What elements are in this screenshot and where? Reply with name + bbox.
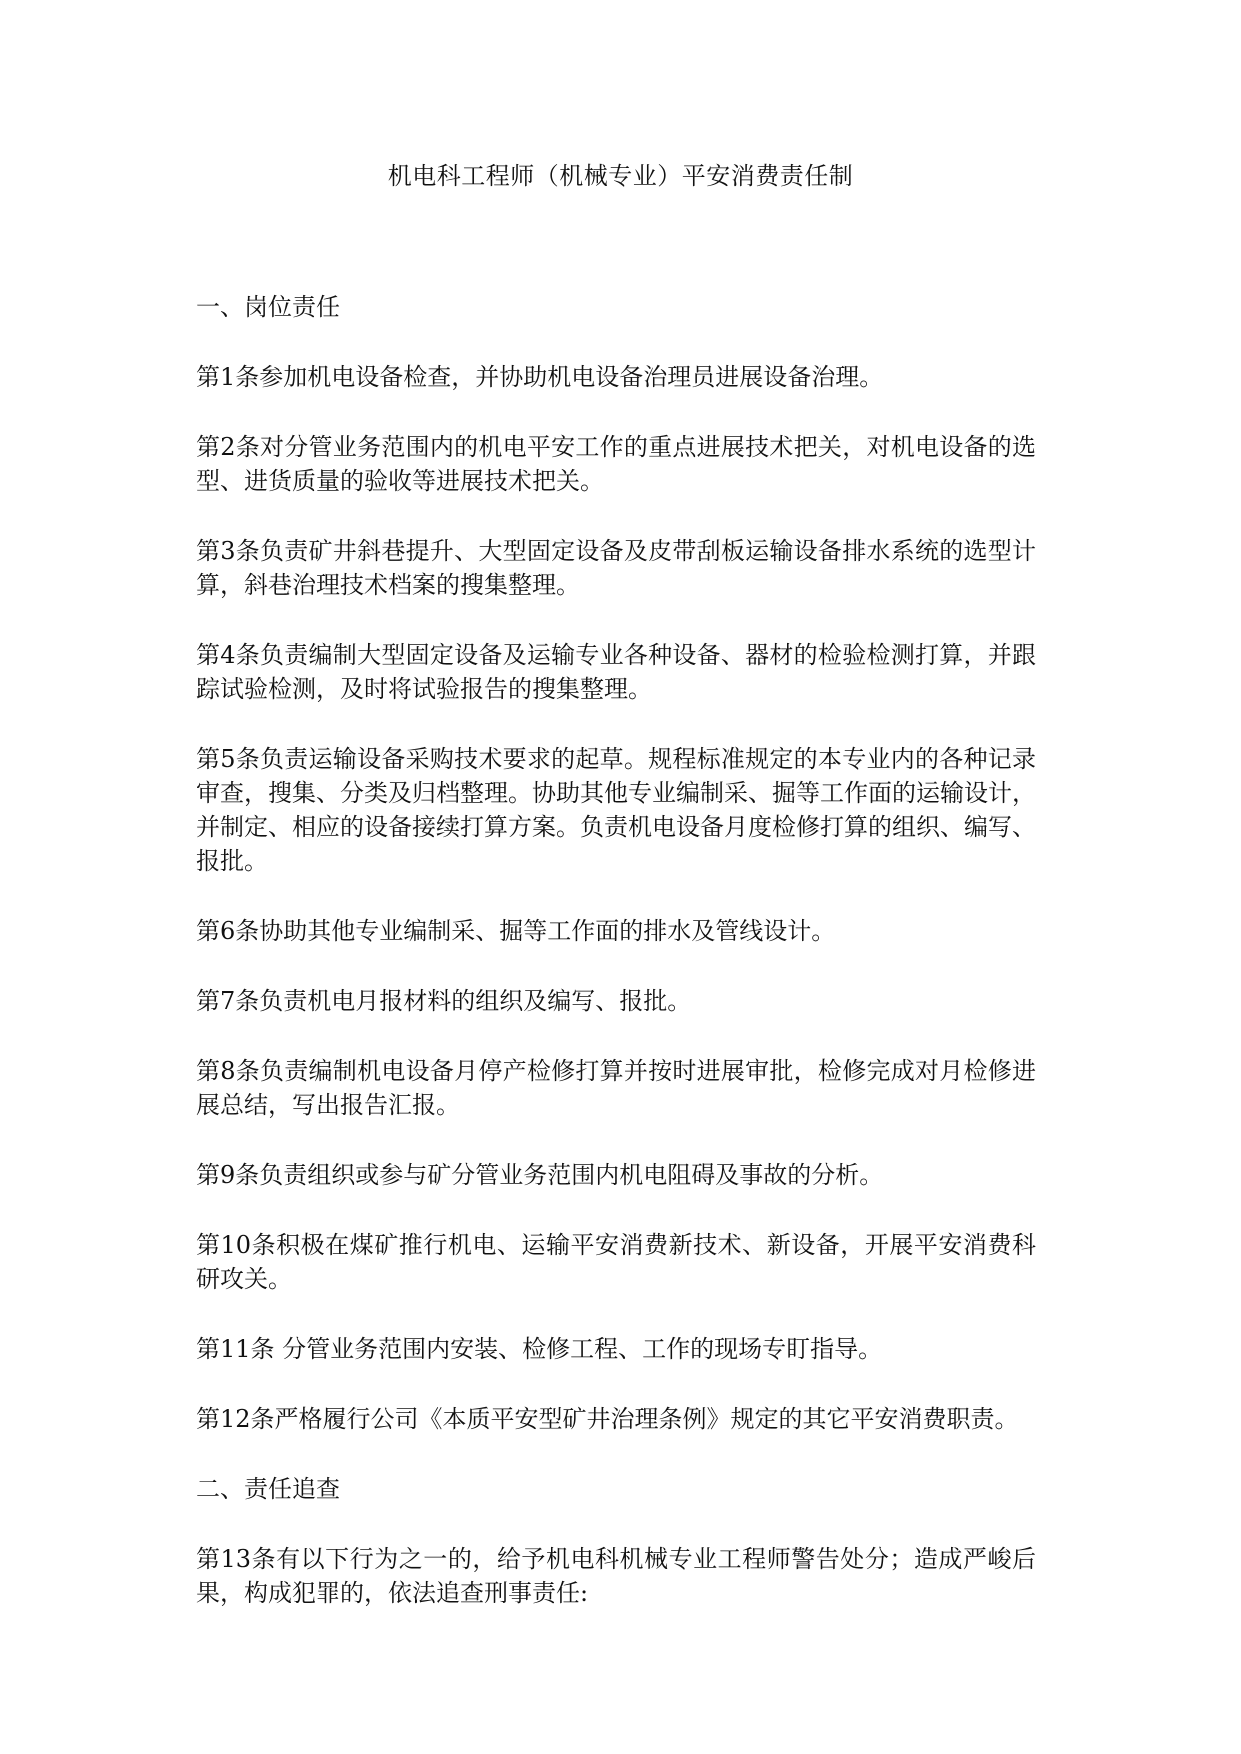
article-12: 第12条严格履行公司《本质平安型矿井治理条例》规定的其它平安消费职责。: [196, 1405, 1019, 1433]
article-7: 第7条负责机电月报材料的组织及编写、报批。: [196, 987, 692, 1015]
article-3: 第3条负责矿井斜巷提升、大型固定设备及皮带刮板运输设备排水系统的选型计算，斜巷治理技术档案的搜集整理。: [196, 537, 1036, 599]
section-heading-accountability: 二、责任追查: [196, 1475, 340, 1503]
article-6: 第6条协助其他专业编制采、掘等工作面的排水及管线设计。: [196, 917, 836, 945]
article-1: 第1条参加机电设备检查，并协助机电设备治理员进展设备治理。: [196, 363, 884, 391]
article-4: 第4条负责编制大型固定设备及运输专业各种设备、器材的检验检测打算，并跟踪试验检测，及时将试验报告的搜集整理。: [196, 641, 1036, 703]
article-5: 第5条负责运输设备采购技术要求的起草。规程标准规定的本专业内的各种记录审查，搜集、分类及归档整理。协助其他专业编制采、掘等工作面的运输设计，并制定、相应的设备接续打算方案。负责机电设备月度检修打算的组织、编写、报批。: [196, 745, 1036, 875]
article-2: 第2条对分管业务范围内的机电平安工作的重点进展技术把关，对机电设备的选型、进货质量的验收等进展技术把关。: [196, 433, 1036, 495]
article-10: 第10条积极在煤矿推行机电、运输平安消费新技术、新设备，开展平安消费科研攻关。: [196, 1231, 1036, 1293]
article-9: 第9条负责组织或参与矿分管业务范围内机电阻碍及事故的分析。: [196, 1161, 884, 1189]
document-body: [196, 290, 1036, 1646]
article-8: 第8条负责编制机电设备月停产检修打算并按时进展审批，检修完成对月检修进展总结，写出报告汇报。: [196, 1057, 1036, 1119]
section-heading-duties: 一、岗位责任: [196, 293, 340, 321]
article-13: 第13条有以下行为之一的，给予机电科机械专业工程师警告处分；造成严峻后果，构成犯罪的，依法追查刑事责任:: [196, 1545, 1036, 1607]
article-11: 第11条 分管业务范围内安装、检修工程、工作的现场专盯指导。: [196, 1335, 883, 1363]
document-title: 机电科工程师（机械专业）平安消费责任制: [387, 162, 854, 190]
